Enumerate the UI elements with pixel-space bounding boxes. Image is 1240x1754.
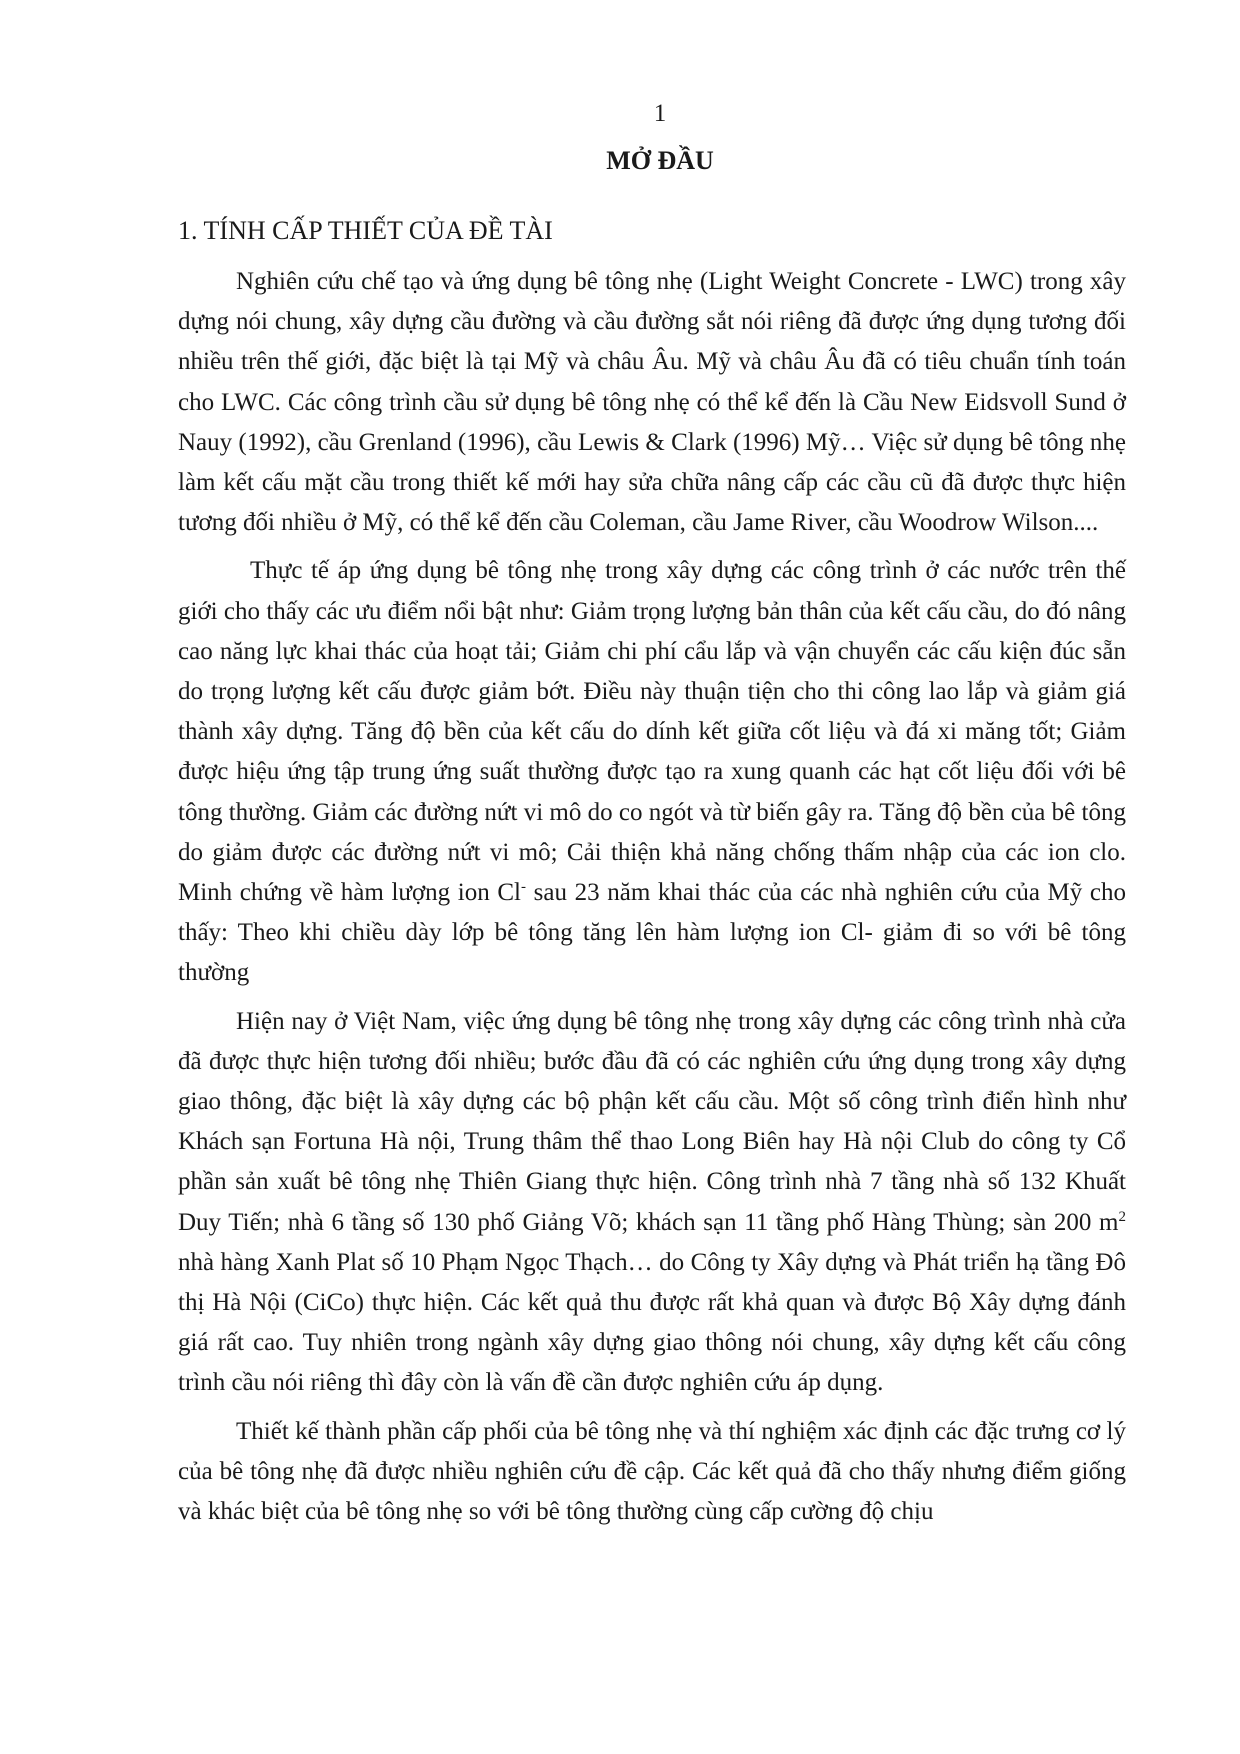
chloride-superscript: - — [521, 879, 527, 896]
paragraph-2-text-a: Thực tế áp ứng dụng bê tông nhẹ trong xây dựng các công trình ở các nước trên thế giới cho thấy các ưu điểm nổi bật như: Giảm trọng lượng bản thân của kết cấu cầu, do đó nâng cao năng lực khai thác của hoạt tải; Giảm chi phí cẩu lắp và vận chuyển các cấu kiện đúc sẵn do trọng lượng kết cấu được giảm bớt. Điều này thuận tiện cho thi công lao lắp và giảm giá thành xây dựng. Tăng độ bền của kết cấu do dính kết giữa cốt liệu và đá xi măng tốt; Giảm được hiệu ứng tập trung ứng suất thường được tạo ra xung quanh các hạt cốt liệu đối với bê tông thường. Giảm các đường nứt vi mô do co ngót và từ biến gây ra. Tăng độ bền của bê tông do giảm được các đường nứt vi mô; Cải thiện khả năng chống thấm nhập của các ion clo. Minh chứng về hàm lượng ion Cl — [178, 557, 1126, 907]
section-heading: 1. TÍNH CẤP THIẾT CỦA ĐỀ TÀI — [178, 216, 553, 245]
paragraph-3-text-a: Hiện nay ở Việt Nam, việc ứng dụng bê tông nhẹ trong xây dựng các công trình nhà cửa đã được thực hiện tương đối nhiều; bước đầu đã có các nghiên cứu ứng dụng trong xây dựng giao thông, đặc biệt là xây dựng các bộ phận kết cấu cầu. Một số công trình điển hình như Khách sạn Fortuna Hà nội, Trung thâm thể thao Long Biên hay Hà nội Club do công ty Cổ phần sản xuất bê tông nhẹ Thiên Giang thực hiện. Công trình nhà 7 tầng nhà số 132 Khuất Duy Tiến; nhà 6 tầng số 130 phố Giảng Võ; khách sạn 11 tầng phố Hàng Thùng; sàn 200 m — [178, 1007, 1126, 1236]
paragraph-3-text-b: nhà hàng Xanh Plat số 10 Phạm Ngọc Thạch… do Công ty Xây dựng và Phát triển hạ tầng Đô thị Hà Nội (CiCo) thực hiện. Các kết quả thu được rất khả quan và được Bộ Xây dựng đánh giá rất cao. Tuy nhiên trong ngành xây dựng giao thông nói chung, xây dựng kết cấu công trình cầu nói riêng thì đây còn là vấn đề cần được nghiên cứu áp dụng. — [178, 1248, 1126, 1397]
paragraph-2 — [178, 551, 1126, 993]
chapter-title: MỞ ĐẦU — [606, 146, 714, 175]
area-superscript: 2 — [1118, 1208, 1126, 1225]
paragraph-2-text-b: sau 23 năm khai thác của các nhà nghiên cứu của Mỹ cho thấy: Theo khi chiều dày lớp bê tông tăng lên hàm lượng ion Cl- giảm đi so với bê tông thường — [178, 879, 1126, 987]
paragraph-4: Thiết kế thành phần cấp phối của bê tông nhẹ và thí nghiệm xác định các đặc trưng cơ lý của bê tông nhẹ đã được nhiều nghiên cứu đề cập. Các kết quả đã cho thấy nhưng điểm giống và khác biệt của bê tông nhẹ so với bê tông thường cùng cấp cường độ chịu — [178, 1417, 1126, 1526]
paragraph-1: Nghiên cứu chế tạo và ứng dụng bê tông nhẹ (Light Weight Concrete - LWC) trong xây dựng nói chung, xây dựng cầu đường và cầu đường sắt nói riêng đã được ứng dụng tương đối nhiều trên thế giới, đặc biệt là tại Mỹ và châu Âu. Mỹ và châu Âu đã có tiêu chuẩn tính toán cho LWC. Các công trình cầu sử dụng bê tông nhẹ có thể kể đến là Cầu New Eidsvoll Sund ở Nauy (1992), cầu Grenland (1996), cầu Lewis & Clark (1996) Mỹ… Việc sử dụng bê tông nhẹ làm kết cấu mặt cầu trong thiết kế mới hay sửa chữa nâng cấp các cầu cũ đã được thực hiện tương đối nhiều ở Mỹ, có thể kể đến cầu Coleman, cầu Jame River, cầu Woodrow Wilson.... — [178, 268, 1126, 537]
paragraph-3 — [178, 1002, 1126, 1404]
body-content — [178, 262, 1126, 1540]
page-number: 1 — [653, 100, 667, 127]
